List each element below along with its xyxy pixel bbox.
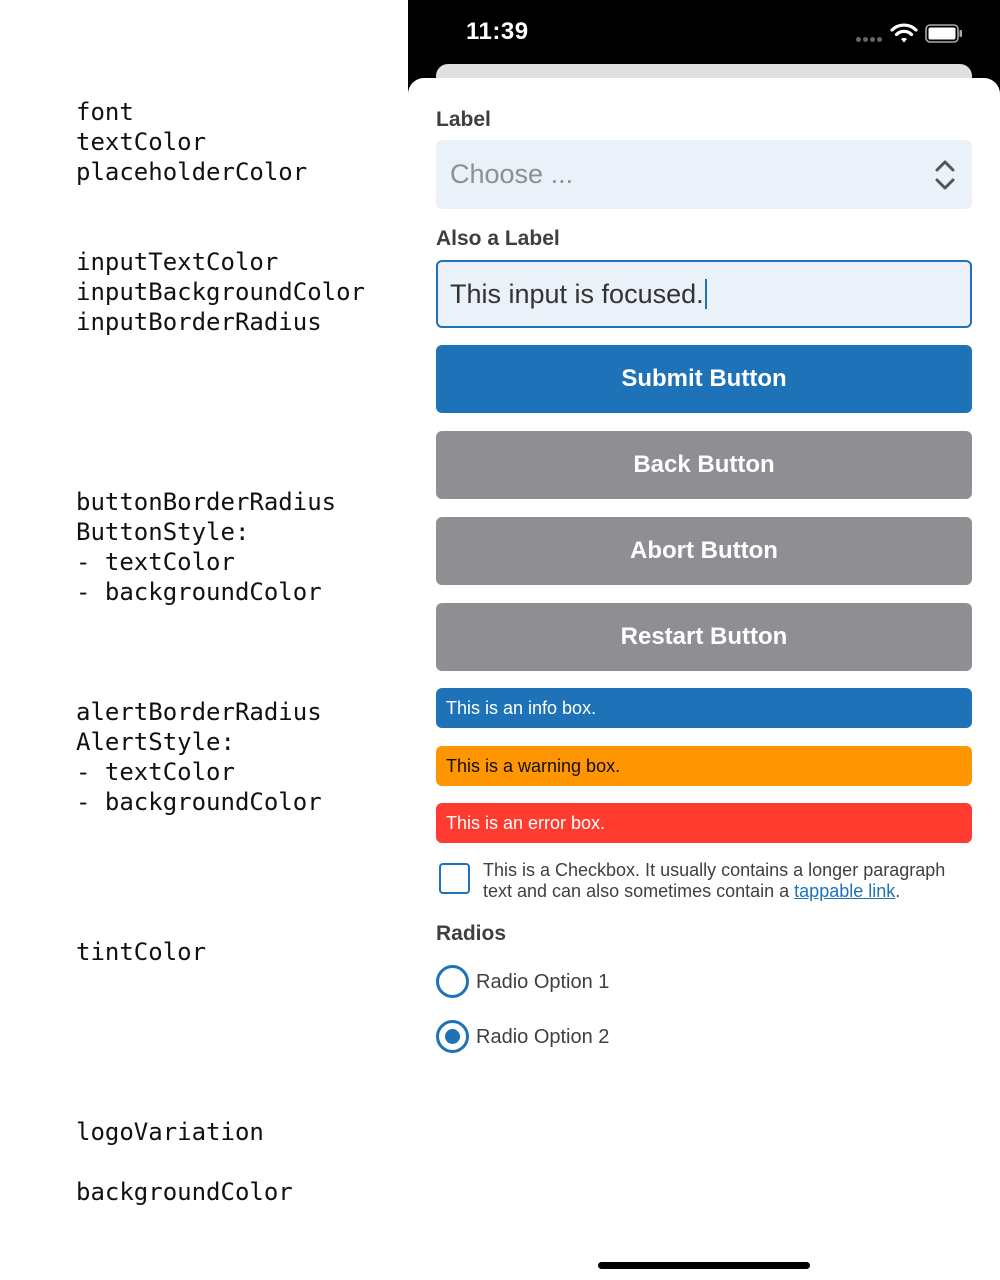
- annotation-line: textColor: [76, 128, 207, 156]
- radio-option-1[interactable]: [436, 965, 469, 998]
- annotation-line: placeholderColor: [76, 158, 308, 186]
- input-value: This input is focused.: [450, 279, 704, 309]
- annotation-group-input: [76, 247, 365, 337]
- radio-selected-dot: [445, 1029, 460, 1044]
- warning-alert: This is a warning box.: [436, 746, 972, 786]
- annotation-line: logoVariation: [76, 1118, 264, 1146]
- annotation-line: - backgroundColor: [76, 788, 322, 816]
- home-indicator[interactable]: [598, 1262, 810, 1269]
- annotation-group-button: [76, 487, 336, 607]
- abort-button[interactable]: Abort Button: [436, 517, 972, 585]
- radio-option-2-label: Radio Option 2: [476, 1026, 610, 1048]
- input-value-wrapper: [450, 279, 707, 311]
- error-alert: This is an error box.: [436, 803, 972, 843]
- annotation-line: inputBackgroundColor: [76, 278, 365, 306]
- annotation-line: inputTextColor: [76, 248, 279, 276]
- annotation-group-background: [76, 1177, 293, 1207]
- annotation-group-alert: [76, 697, 322, 817]
- phone-screen: [408, 0, 1000, 1280]
- select-placeholder: Choose ...: [450, 159, 574, 189]
- checkbox[interactable]: [439, 863, 470, 894]
- checkbox-text: This is a Checkbox. It usually contains a longer paragraph text and can also sometimes contain a: [483, 860, 946, 901]
- annotation-line: - backgroundColor: [76, 578, 322, 606]
- radio-option-1-label: Radio Option 1: [476, 971, 610, 993]
- annotation-group-font: [76, 97, 307, 187]
- annotation-line: ButtonStyle:: [76, 518, 250, 546]
- checkbox-suffix: .: [895, 881, 901, 901]
- tappable-link[interactable]: tappable link: [794, 881, 896, 901]
- annotation-group-tint: [76, 937, 206, 967]
- annotation-line: alertBorderRadius: [76, 698, 322, 726]
- form-sheet: [408, 78, 1000, 1280]
- submit-button[interactable]: Submit Button: [436, 345, 972, 413]
- annotation-group-logo: [76, 1117, 264, 1147]
- radios-title: Radios: [436, 922, 507, 945]
- status-time: 11:39: [466, 18, 529, 45]
- select-label: Label: [436, 108, 491, 131]
- wifi-icon: [890, 22, 918, 44]
- cellular-signal-icon: [856, 37, 884, 43]
- annotation-line: font: [76, 98, 134, 126]
- annotation-line: AlertStyle:: [76, 728, 235, 756]
- text-input[interactable]: [436, 260, 972, 328]
- annotation-line: inputBorderRadius: [76, 308, 322, 336]
- radio-option-2[interactable]: [436, 1020, 469, 1053]
- annotation-line: - textColor: [76, 758, 235, 786]
- input-label: Also a Label: [436, 227, 560, 250]
- checkbox-label: [483, 860, 973, 902]
- chevron-up-down-icon: [932, 158, 958, 192]
- choice-select[interactable]: [436, 140, 972, 209]
- annotation-line: buttonBorderRadius: [76, 488, 337, 516]
- annotation-line: tintColor: [76, 938, 207, 966]
- restart-button[interactable]: Restart Button: [436, 603, 972, 671]
- info-alert: This is an info box.: [436, 688, 972, 728]
- annotation-line: backgroundColor: [76, 1178, 293, 1206]
- battery-icon: [925, 24, 963, 43]
- back-button[interactable]: Back Button: [436, 431, 972, 499]
- status-bar: [408, 0, 1000, 70]
- text-caret: [705, 279, 707, 309]
- annotation-line: - textColor: [76, 548, 235, 576]
